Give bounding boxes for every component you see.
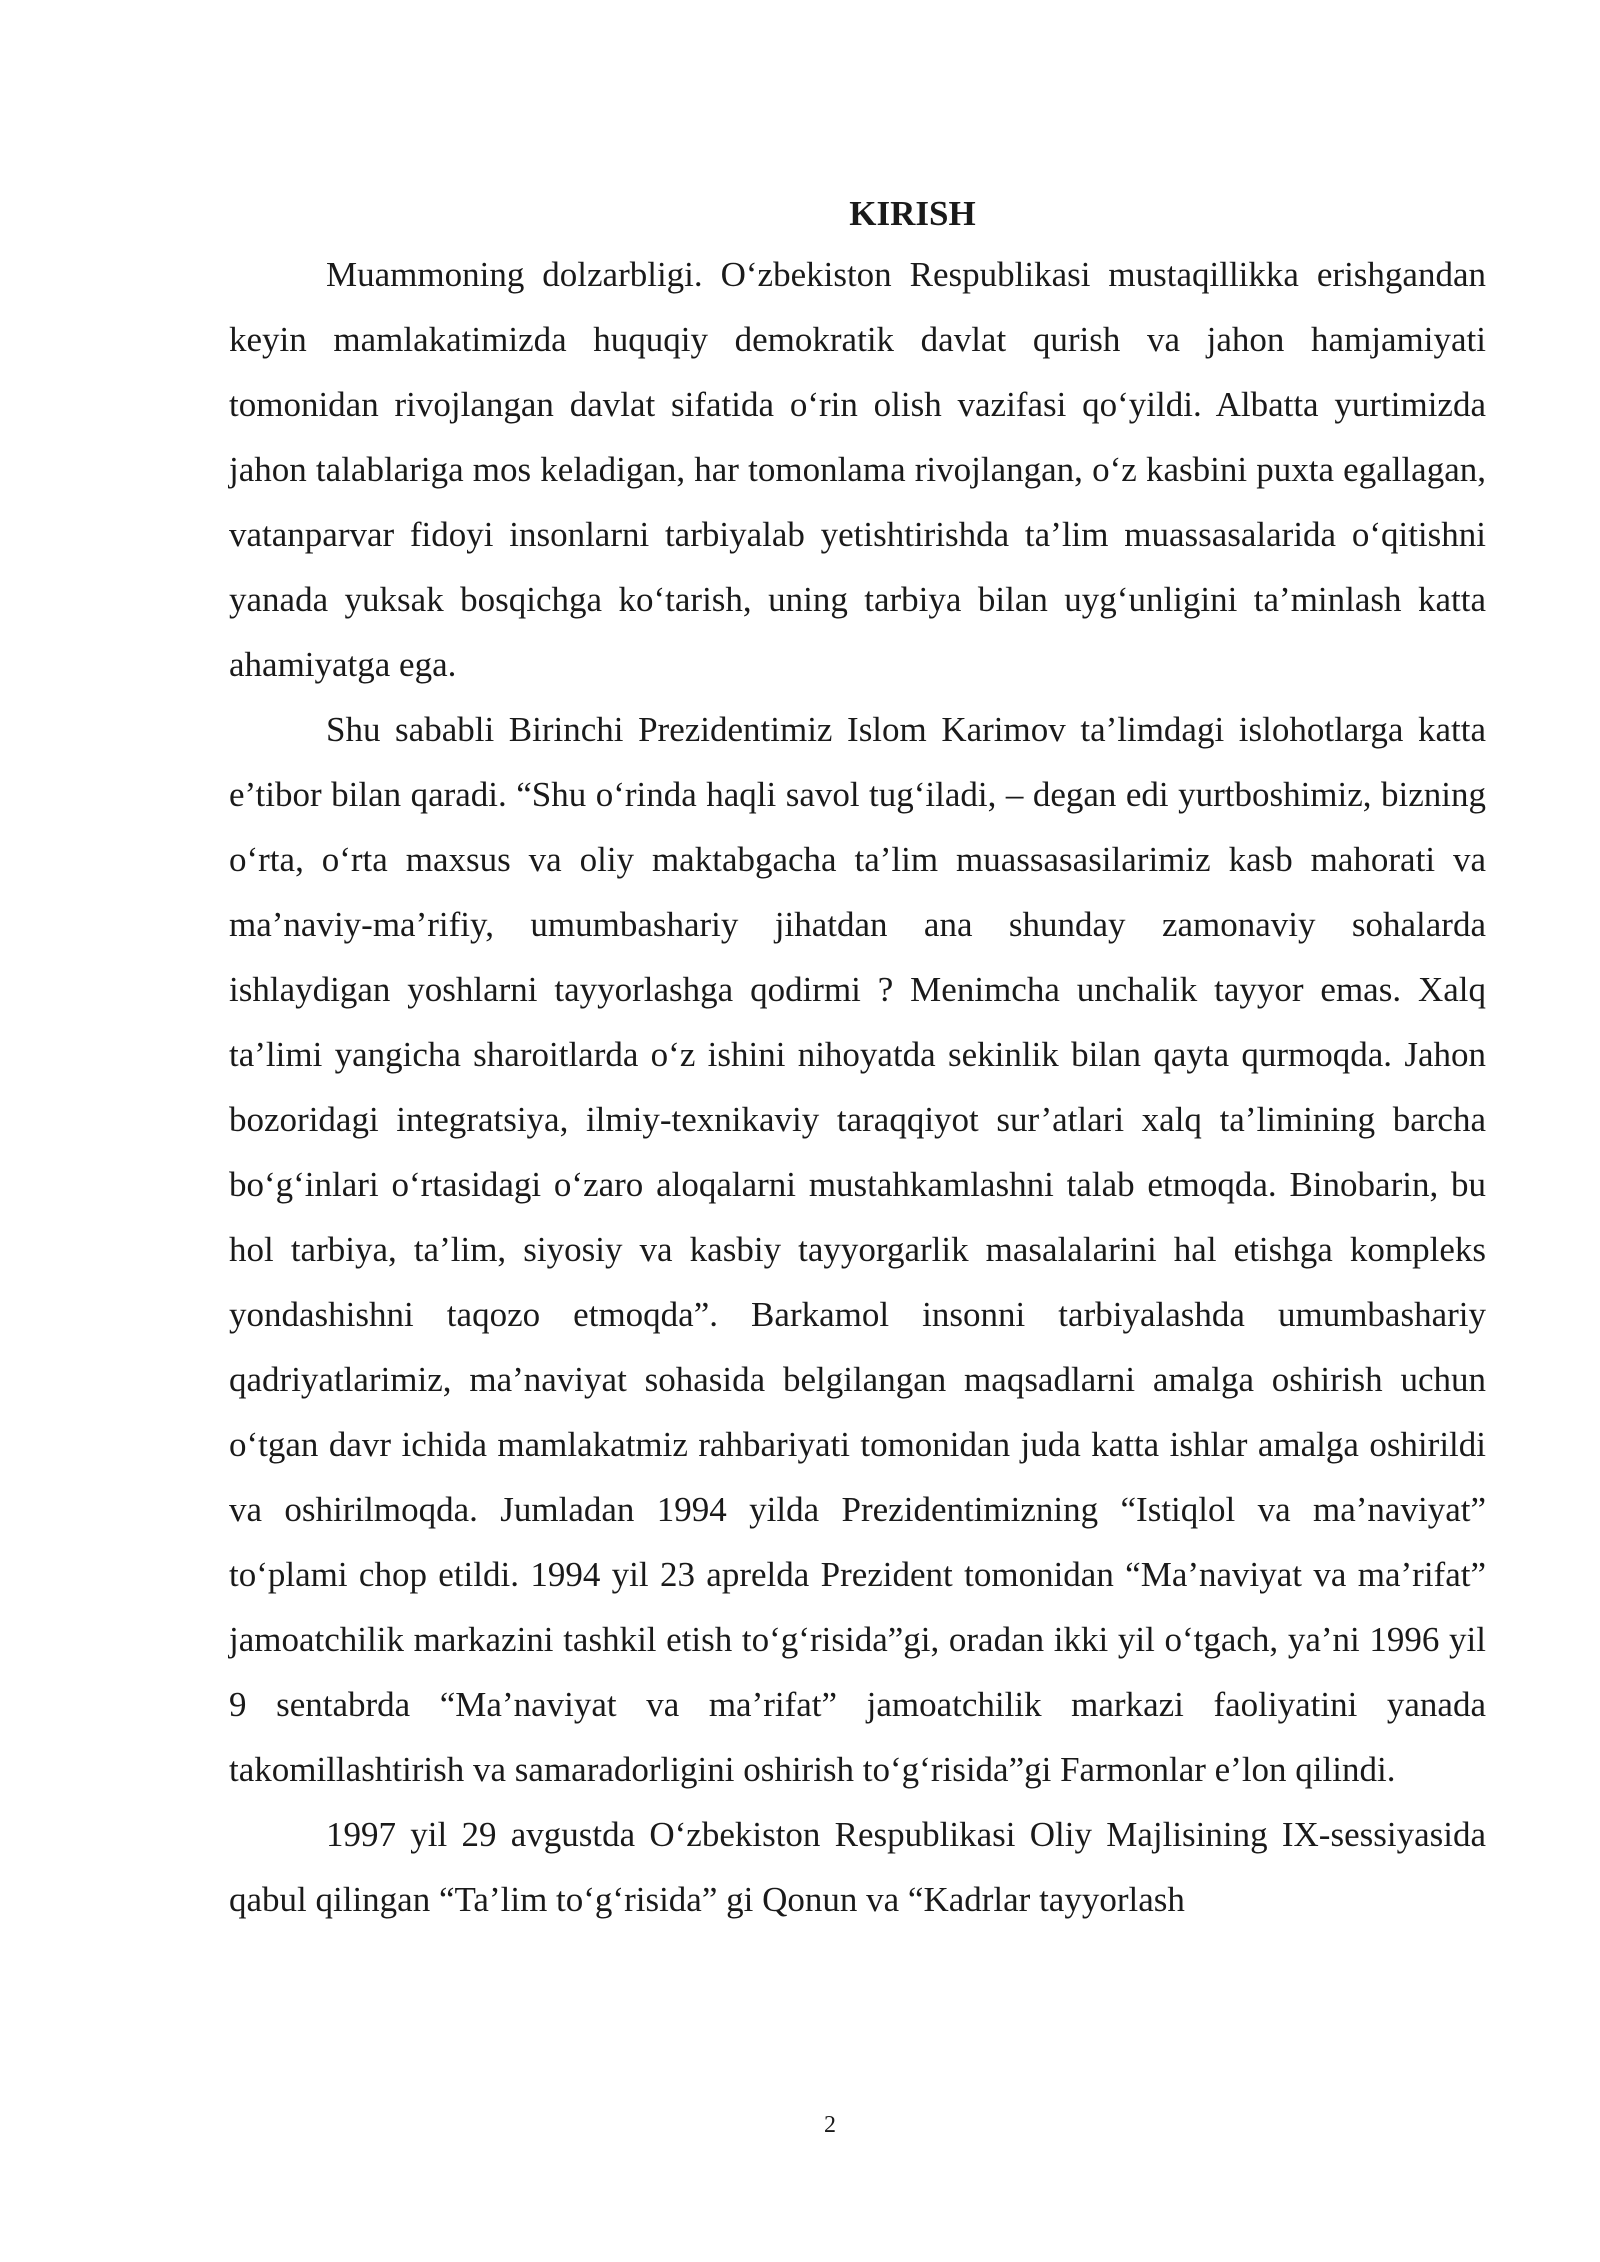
paragraph-reforms: Shu sababli Birinchi Prezidentimiz Islom Karimov ta’limdagi islohotlarga katta e’tibor bilan qaradi. “Shu o‘rinda haqli savol tug‘iladi, – degan edi yurtboshimiz, bizning o‘rta, o‘rta maxsus va oliy maktabgacha ta’lim muassasasilarimiz kasb mahorati va ma’naviy-ma’rifiy, umumbashariy jihatdan ana shunday zamonaviy sohalarda ishlaydigan yoshlarni tayyorlashga qodirmi ? Menimcha unchalik tayyor emas. Xalq ta’limi yangicha sharoitlarda o‘z ishini nihoyatda sekinlik bilan qayta qurmoqda. Jahon bozoridagi integratsiya, ilmiy-texnikaviy taraqqiyot sur’atlari xalq ta’limining barcha bo‘g‘inlari o‘rtasidagi o‘zaro aloqalarni mustahkamlashni talab etmoqda. Binobarin, bu hol tarbiya, ta’lim, siyosiy va kasbiy tayyorgarlik masalalarini hal etishga kompleks yondashishni taqozo etmoqda”. Barkamol insonni tarbiyalashda umumbashariy qadriyatlarimiz, ma’naviyat sohasida belgilangan maqsadlarni amalga oshirish uchun o‘tgan davr ichida mamlakatmiz rahbariyati tomonidan juda katta ishlar amalga oshirildi va oshirilmoqda. Jumladan 1994 yilda Prezidentimizning “Istiqlol va ma’naviyat” to‘plami chop etildi. 1994 yil 23 aprelda Prezident tomonidan “Ma’naviyat va ma’rifat” jamoatchilik markazini tashkil etish to‘g‘risida”gi, oradan ikki yil o‘tgach, ya’ni 1996 yil 9 sentabrda “Ma’naviyat va ma’rifat” jamoatchilik markazi faoliyatini yanada takomillashtirish va samaradorligini oshirish to‘g‘risida”gi Farmonlar e’lon qilindi. bbox=[229, 710, 1486, 1789]
paragraph-relevance: Muammoning dolzarbligi. O‘zbekiston Respublikasi mustaqillikka erishgandan keyin mamlakatimizda huquqiy demokratik davlat qurish va jahon hamjamiyati tomonidan rivojlangan davlat sifatida o‘rin olish vazifasi qo‘yildi. Albatta yurtimizda jahon talablariga mos keladigan, har tomonlama rivojlangan, o‘z kasbini puxta egallagan, vatanparvar fidoyi insonlarni tarbiyalab yetishtirishda ta’lim muassasalarida o‘qitishni yanada yuksak bosqichga ko‘tarish, uning tarbiya bilan uyg‘unligini ta’minlash katta ahamiyatga ega. bbox=[229, 255, 1486, 684]
page-number: 2 bbox=[824, 2112, 836, 2138]
page-content bbox=[229, 186, 1486, 1932]
paragraph-1997-law: 1997 yil 29 avgustda O‘zbekiston Respublikasi Oliy Majlisining IX-sessiyasida qabul qilingan “Ta’lim to‘g‘risida” gi Qonun va “Kadrlar tayyorlash bbox=[229, 1815, 1486, 1919]
section-heading: KIRISH bbox=[849, 194, 976, 233]
